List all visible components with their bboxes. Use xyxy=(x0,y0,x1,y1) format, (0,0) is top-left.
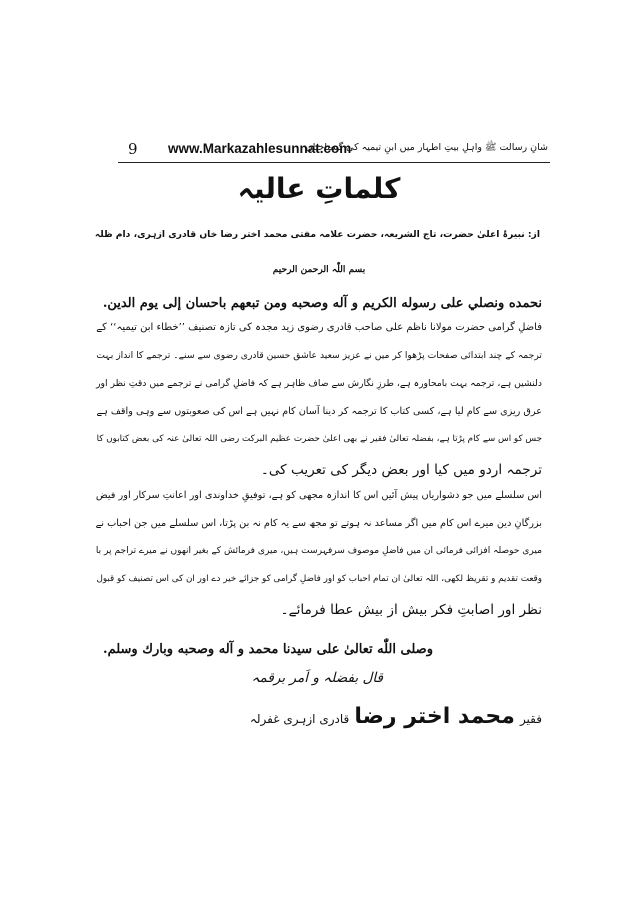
signature-prefix: فقیر xyxy=(519,712,542,726)
signature-suffix: قادری ازہری غفرلہ xyxy=(249,712,350,726)
paragraph-line: اس سلسلے میں جو دشواریاں پیش آئیں اس کا اندازہ مجھی کو ہے، توفیقِ خداوندی اور اعانتِ سرکار اور فیض xyxy=(95,490,542,501)
paragraph-line: دلنشیں ہے، ترجمہ بہت بامحاورہ ہے، طرزِ نگارش سے صاف ظاہر ہے کہ فاضلِ گرامی نے ترجمے میں دقتِ نظر اور xyxy=(96,378,542,389)
author-line: از: نبیرۂ اعلیٰ حضرت، تاج الشریعہ، حضرت علامہ مفتی محمد اختر رضا خاں قادری ازہری، دام ظلہ xyxy=(94,229,540,240)
basmala: بسم اللّٰہ الرحمن الرحیم xyxy=(272,264,366,275)
paragraph-line: بزرگانِ دین میرے اس کام میں اگر مساعد نہ ہوتے تو مجھ سے یہ کام نہ بن پڑتا، اس سلسلے میں جن احباب نے xyxy=(95,518,542,529)
book-title: شانِ رسالت ﷺ واہلِ بیتِ اطہار میں ابنِ تیمیہ کی گستاخیاں xyxy=(305,142,548,153)
opening-arabic: نحمده ونصلي على رسوله الكريم و آله وصحبه ومن تبعهم باحسان إلى يوم الدين. xyxy=(102,296,542,311)
website-url: www.Markazahlesunnat.com xyxy=(168,141,352,156)
paragraph-line: ترجمہ اردو میں کیا اور بعض دیگر کی تعریب کی۔ xyxy=(260,462,542,478)
running-header xyxy=(118,136,550,163)
paragraph-line: عرق ریزی سے کام لیا ہے، کسی کتاب کا ترجمہ کر دینا آسان کام نہیں ہے اس کی صعوبتوں سے وہی واقف ہے xyxy=(96,406,542,417)
qala-line: قال بفضلہ و اَمر برقمہ xyxy=(251,670,383,686)
closing-arabic: وصلى اللّٰه تعالىٰ على سيدنا محمد و آله وصحبه وبارك وسلم. xyxy=(103,642,433,657)
paragraph-line: میری حوصلہ افزائی فرمائی ان میں فاضلِ موصوف سرفہرست ہیں، میری فرمائش کے بغیر انھوں نے میرے تراجم پر با xyxy=(95,546,542,556)
signature-name: محمد اختر رضا xyxy=(354,704,515,729)
paragraph-line: جس کو اس سے کام پڑتا ہے، بفضلہ تعالیٰ فقیر نے بھی اعلیٰ حضرت عظیم البرکت رضی اللہ تعالیٰ عنہ کی بعض کتابوں کا xyxy=(96,434,542,444)
signature xyxy=(250,704,542,729)
paragraph-line: نظر اور اصابتِ فکر بیش از بیش عطا فرمائے۔ xyxy=(280,602,542,618)
page-number: 9 xyxy=(128,140,138,158)
paragraph-line: ترجمہ کے چند ابتدائی صفحات پڑھوا کر میں نے عزیز سعید عاشق حسین قادری رضوی سے سنے۔ ترجمے کا انداز بہت xyxy=(96,350,542,361)
paragraph-line: فاضلِ گرامی حضرت مولانا ناظم علی صاحب قادری رضوی زید مجدہ کی تازہ تصنیف ’’خطاء ابن تیمیہ‘‘ کے xyxy=(96,322,542,333)
paragraph-line: وقعت تقدیم و تقریظ لکھی، اللہ تعالیٰ ان تمام احباب کو اور فاضلِ گرامی کو جزائے خیر دے اور ان کی اس تصنیف کو قبول xyxy=(96,574,542,584)
page-title: کلماتِ عالیہ xyxy=(237,172,401,205)
